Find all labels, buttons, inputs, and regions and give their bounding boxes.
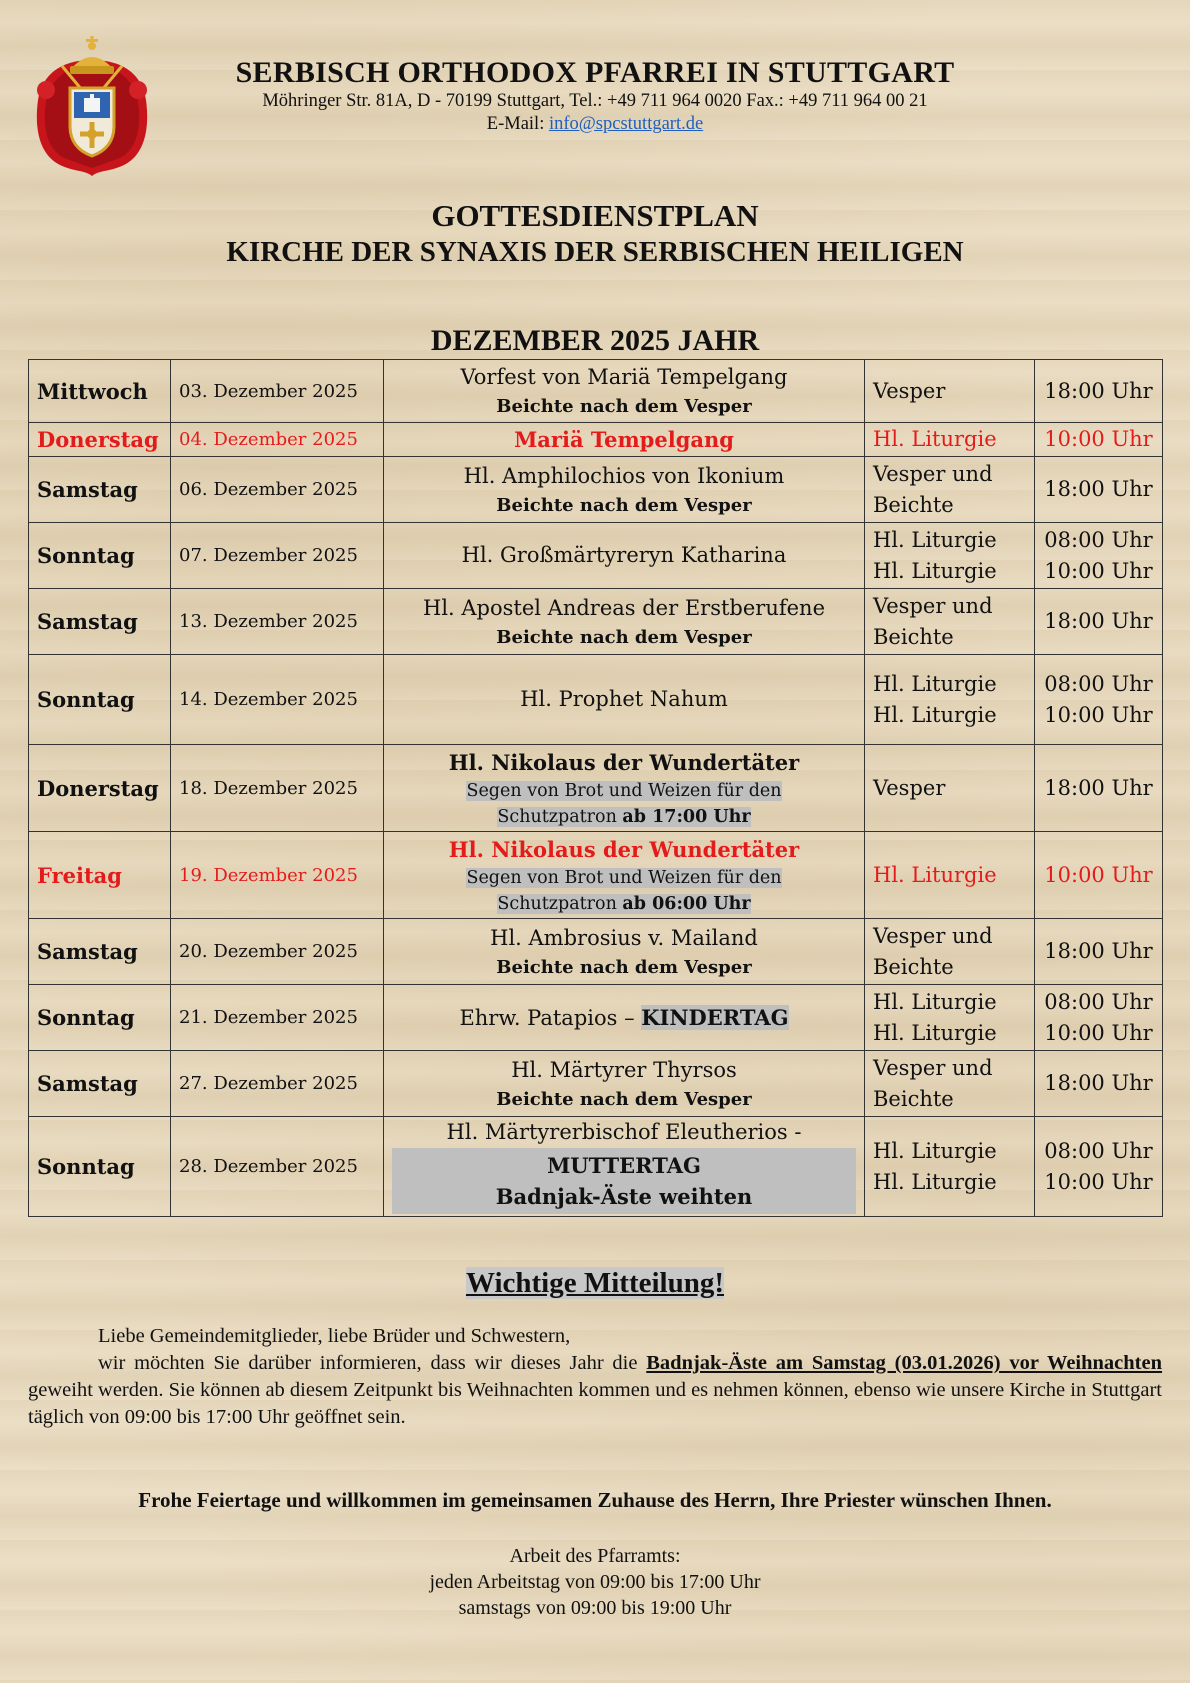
service-type-cell (865, 457, 1035, 523)
feast-name: Hl. Nikolaus der Wundertäter (448, 749, 800, 775)
feast-note: Beichte nach dem Vesper (496, 1088, 752, 1110)
church-name: KIRCHE DER SYNAXIS DER SERBISCHEN HEILIGEN (226, 236, 964, 268)
date-cell: 27. Dezember 2025 (171, 1051, 384, 1117)
service-time-2: 10:00 Uhr (1044, 1020, 1153, 1045)
parish-header (160, 56, 1030, 135)
notice-body (28, 1350, 1162, 1431)
table-row (29, 523, 1163, 589)
date-cell: 19. Dezember 2025 (171, 832, 384, 919)
service-type: Hl. Liturgie (873, 527, 997, 552)
service-time: 18:00 Uhr (1044, 775, 1153, 800)
feast-name: Hl. Großmärtyreryn Katharina (461, 543, 787, 567)
service-type-cell (865, 745, 1035, 832)
feast-name: Vorfest von Mariä Tempelgang (460, 365, 788, 389)
feast-name: Hl. Nikolaus der Wundertäter (448, 836, 800, 862)
blessing-time: ab 17:00 Uhr (622, 806, 751, 827)
service-type-cell (865, 1117, 1035, 1217)
parish-address: Möhringer Str. 81A, D - 70199 Stuttgart, Tel.: +49 711 964 0020 Fax.: +49 711 964 00 21 (262, 91, 928, 111)
service-time-cell (1035, 423, 1163, 457)
day-cell: Samstag (29, 457, 171, 523)
day-cell: Freitag (29, 832, 171, 919)
feast-name: Hl. Ambrosius v. Mailand (490, 925, 758, 950)
service-type-cell (865, 423, 1035, 457)
service-time: 18:00 Uhr (1044, 378, 1153, 403)
service-type: Vesper und (873, 923, 993, 948)
date-cell: 06. Dezember 2025 (171, 457, 384, 523)
feast-cell (384, 423, 865, 457)
service-type: Hl. Liturgie (873, 427, 997, 451)
service-schedule-table (28, 359, 1163, 1217)
table-row (29, 832, 1163, 919)
table-row (29, 985, 1163, 1051)
notice-body-start: wir möchten Sie darüber informieren, dass wir dieses Jahr die (98, 1352, 647, 1374)
service-time: 08:00 Uhr (1044, 527, 1153, 552)
service-time-cell (1035, 985, 1163, 1051)
notice-title-text: Wichtige Mitteilung! (465, 1267, 724, 1299)
feast-name: Hl. Prophet Nahum (520, 687, 728, 711)
office-hours-weekdays: jeden Arbeitstag von 09:00 bis 17:00 Uhr (429, 1571, 761, 1593)
table-row (29, 1117, 1163, 1217)
feast-note: Beichte nach dem Vesper (496, 626, 752, 648)
service-time-cell (1035, 919, 1163, 985)
service-time: 18:00 Uhr (1044, 939, 1153, 963)
table-row (29, 919, 1163, 985)
notice-text (28, 1323, 1162, 1431)
service-type-cell (865, 1051, 1035, 1117)
service-type-2: Hl. Liturgie (873, 1169, 997, 1194)
service-time-2: 10:00 Uhr (1044, 1169, 1153, 1194)
plan-title: GOTTESDIENSTPLAN (431, 198, 759, 233)
feast-cell (384, 523, 865, 589)
service-time-cell (1035, 589, 1163, 655)
feast-name: Mariä Tempelgang (514, 427, 734, 452)
service-type-cell (865, 523, 1035, 589)
blessing-text: Segen von Brot und Weizen für den (466, 780, 782, 801)
service-type-2: Hl. Liturgie (873, 558, 997, 583)
feast-cell (384, 919, 865, 985)
day-cell: Mittwoch (29, 360, 171, 423)
notice-title (0, 1267, 1190, 1300)
table-row (29, 745, 1163, 832)
table-row (29, 1051, 1163, 1117)
email-link[interactable]: info@spcstuttgart.de (548, 114, 704, 134)
blessing-line (392, 865, 856, 891)
feast-note: Beichte nach dem Vesper (496, 396, 752, 417)
blessing-line (392, 778, 856, 804)
office-hours-title: Arbeit des Pfarramts: (509, 1545, 681, 1567)
date-cell: 21. Dezember 2025 (171, 985, 384, 1051)
feast-cell (384, 589, 865, 655)
feast-name: Hl. Amphilochios von Ikonium (463, 463, 785, 488)
date-cell: 14. Dezember 2025 (171, 655, 384, 745)
feast-cell (384, 1051, 865, 1117)
service-type: Vesper (873, 378, 946, 403)
service-type: Hl. Liturgie (873, 989, 997, 1014)
service-time-cell (1035, 1051, 1163, 1117)
service-type-2: Beichte (873, 624, 954, 649)
office-hours-saturdays: samstags von 09:00 bis 19:00 Uhr (458, 1597, 732, 1619)
table-row (29, 457, 1163, 523)
feast-cell (384, 655, 865, 745)
service-type: Vesper und (873, 593, 993, 618)
service-type-cell (865, 919, 1035, 985)
service-time: 08:00 Uhr (1044, 1138, 1153, 1163)
email-label: E-Mail: (486, 114, 549, 134)
service-type-2: Beichte (873, 954, 954, 979)
service-type-cell (865, 360, 1035, 423)
service-time: 08:00 Uhr (1044, 989, 1153, 1014)
service-type: Hl. Liturgie (873, 671, 997, 696)
feast-cell (384, 832, 865, 919)
blessing-text-2: Schutzpatron (497, 893, 623, 914)
date-cell: 20. Dezember 2025 (171, 919, 384, 985)
service-type-cell (865, 985, 1035, 1051)
service-time-cell (1035, 745, 1163, 832)
service-type-cell (865, 832, 1035, 919)
blessing-time: ab 06:00 Uhr (622, 893, 751, 914)
service-time-cell (1035, 360, 1163, 423)
service-type-2: Hl. Liturgie (873, 702, 997, 727)
date-cell: 07. Dezember 2025 (171, 523, 384, 589)
notice-body-end: geweiht werden. Sie können ab diesem Zeitpunkt bis Weihnachten kommen und es nehmen können, ebenso wie unsere Kirche in Stuttgart täglich von 09:00 bis 17:00 Uhr geöffnet sein. (28, 1379, 1162, 1428)
kindertag-badge: KINDERTAG (641, 1004, 789, 1030)
service-type: Vesper und (873, 1055, 993, 1080)
service-type-cell (865, 589, 1035, 655)
service-time: 18:00 Uhr (1044, 1071, 1153, 1095)
feast-cell (384, 745, 865, 832)
service-time: 10:00 Uhr (1044, 427, 1153, 451)
day-cell: Samstag (29, 589, 171, 655)
day-cell: Sonntag (29, 523, 171, 589)
day-cell: Sonntag (29, 985, 171, 1051)
blessing-text: Segen von Brot und Weizen für den (466, 867, 782, 888)
feast-name: Hl. Apostel Andreas der Erstberufene (423, 595, 825, 620)
service-type-cell (865, 655, 1035, 745)
office-hours (0, 1543, 1190, 1621)
day-cell: Samstag (29, 1051, 171, 1117)
service-type-2: Beichte (873, 492, 954, 517)
date-cell: 28. Dezember 2025 (171, 1117, 384, 1217)
service-type: Vesper (873, 775, 946, 800)
day-cell: Donerstag (29, 745, 171, 832)
service-time-cell (1035, 457, 1163, 523)
table-row (29, 589, 1163, 655)
feast-note: Beichte nach dem Vesper (496, 494, 752, 516)
day-cell: Sonntag (29, 655, 171, 745)
feast-cell (384, 985, 865, 1051)
church-coat-of-arms-icon (30, 30, 154, 178)
day-cell: Donerstag (29, 423, 171, 457)
muttertag-label: MUTTERTAG (547, 1153, 701, 1178)
blessing-line (392, 891, 856, 917)
service-time: 10:00 Uhr (1044, 862, 1153, 887)
date-cell: 03. Dezember 2025 (171, 360, 384, 423)
service-type: Vesper und (873, 461, 993, 486)
feast-name: Hl. Märtyrer Thyrsos (511, 1057, 737, 1082)
month-title: DEZEMBER 2025 JAHR (430, 324, 760, 357)
service-time-cell (1035, 1117, 1163, 1217)
service-time-cell (1035, 832, 1163, 919)
blessing-line (392, 804, 856, 830)
feast-note: Beichte nach dem Vesper (496, 956, 752, 978)
service-type: Hl. Liturgie (873, 862, 997, 887)
service-time: 08:00 Uhr (1044, 671, 1153, 696)
badnjak-label: Badnjak-Äste weihten (495, 1184, 753, 1209)
service-type: Hl. Liturgie (873, 1138, 997, 1163)
feast-cell (384, 1117, 865, 1217)
table-row (29, 360, 1163, 423)
notice-greeting: Liebe Gemeindemitglieder, liebe Brüder und Schwestern, (98, 1325, 571, 1347)
service-time-2: 10:00 Uhr (1044, 558, 1153, 583)
date-cell: 04. Dezember 2025 (171, 423, 384, 457)
date-cell: 13. Dezember 2025 (171, 589, 384, 655)
day-cell: Samstag (29, 919, 171, 985)
blessing-text-2: Schutzpatron (497, 806, 623, 827)
date-cell: 18. Dezember 2025 (171, 745, 384, 832)
service-time-2: 10:00 Uhr (1044, 702, 1153, 727)
parish-title: SERBISCH ORTHODOX PFARREI IN STUTTGART (235, 56, 955, 89)
feast-cell (384, 360, 865, 423)
service-time: 18:00 Uhr (1044, 609, 1153, 633)
service-time-cell (1035, 523, 1163, 589)
farewell-message: Frohe Feiertage und willkommen im gemeinsamen Zuhause des Herrn, Ihre Priester wünschen Ihnen. (138, 1488, 1052, 1512)
parish-email-line (160, 113, 1030, 135)
service-type-2: Beichte (873, 1086, 954, 1111)
service-time: 18:00 Uhr (1044, 477, 1153, 501)
table-row (29, 423, 1163, 457)
feast-name: Ehrw. Patapios – (459, 1005, 642, 1030)
table-row (29, 655, 1163, 745)
muttertag-block (392, 1148, 856, 1214)
day-cell: Sonntag (29, 1117, 171, 1217)
feast-cell (384, 457, 865, 523)
feast-name: Hl. Märtyrerbischof Eleutherios - (446, 1120, 802, 1144)
feast-name-line (392, 1002, 856, 1034)
service-time-cell (1035, 655, 1163, 745)
service-type-2: Hl. Liturgie (873, 1020, 997, 1045)
notice-body-bold: Badnjak-Äste am Samstag (03.01.2026) vor Weihnachten (646, 1352, 1163, 1374)
